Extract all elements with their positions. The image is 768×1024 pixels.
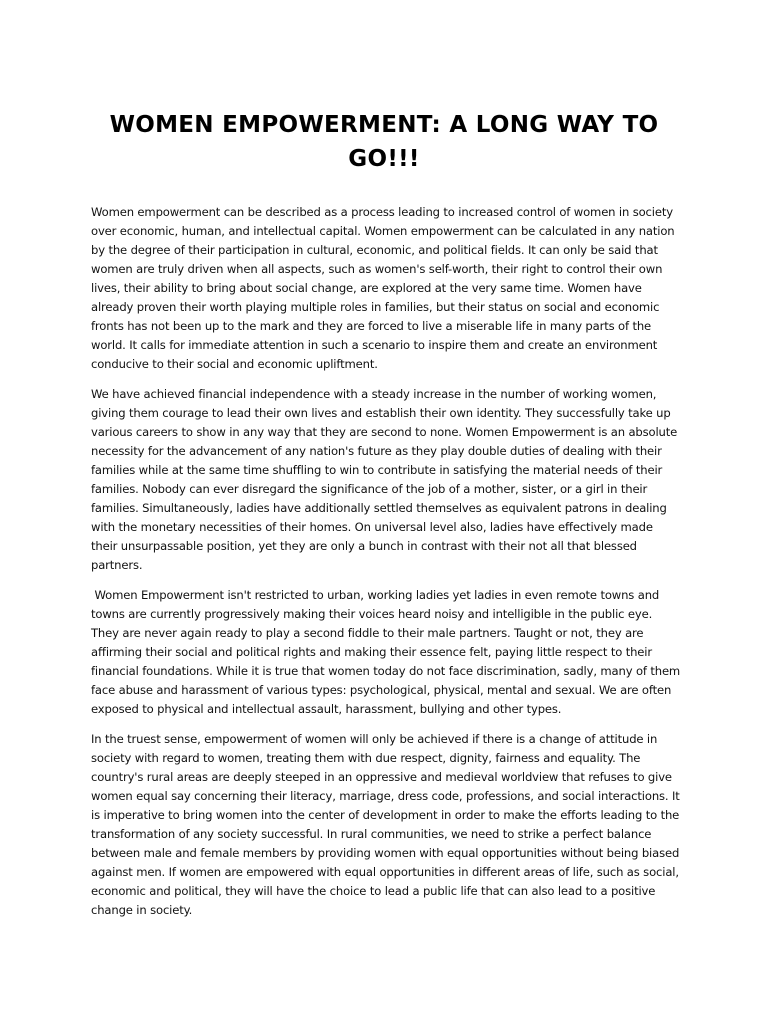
paragraph-3: Women Empowerment isn't restricted to urban, working ladies yet ladies in even remote towns and towns are currently progressively making their voices heard noisy and intelligible in the public eye. They are never again ready to play a second fiddle to their male partners. Taught or not, they are affirming their social and political rights and making their essence felt, paying little respect to their financial foundations. While it is true that women today do not face discrimination, sadly, many of them face abuse and harassment of various types: psychological, physical, mental and sexual. We are often exposed to physical and intellectual assault, harassment, bullying and other types. [91, 588, 684, 716]
paragraph-1: Women empowerment can be described as a process leading to increased control of women in society over economic, human, and intellectual capital. Women empowerment can be calculated in any nation by the degree of their participation in cultural, economic, and political fields. It can only be said that women are truly driven when all aspects, such as women's self-worth, their right to control their own lives, their ability to bring about social change, are explored at the very same time. Women have already proven their worth playing multiple roles in families, but their status on social and economic fronts has not been up to the mark and they are forced to live a miserable life in many parts of the world. It calls for immediate attention in such a scenario to inspire them and create an environment conducive to their social and economic upliftment. [91, 205, 675, 371]
paragraph-2: We have achieved financial independence with a steady increase in the number of working women, giving them courage to lead their own lives and establish their own identity. They successfully take up various careers to show in any way that they are second to none. Women Empowerment is an absolute necessity for the advancement of any nation's future as they play double duties of dealing with their families while at the same time shuffling to win to contribute in satisfying the material needs of their families. Nobody can ever disregard the significance of the job of a mother, sister, or a girl in their families. Simultaneously, ladies have additionally settled themselves as equivalent patrons in dealing with the monetary necessities of their homes. On universal level also, ladies have effectively made their unsurpassable position, yet they are only a bunch in contrast with their not all that blessed partners. [91, 387, 678, 572]
document-body [91, 203, 684, 931]
document-title: WOMEN EMPOWERMENT: A LONG WAY TO GO!!! [109, 112, 659, 172]
paragraph-4: In the truest sense, empowerment of women will only be achieved if there is a change of attitude in society with regard to women, treating them with due respect, dignity, fairness and equality. The country's rural areas are deeply steeped in an oppressive and medieval worldview that refuses to give women equal say concerning their literacy, marriage, dress code, professions, and social interactions. It is imperative to bring women into the center of development in order to make the efforts leading to the transformation of any society successful. In rural communities, we need to strike a perfect balance between male and female members by providing women with equal opportunities without being biased against men. If women are empowered with equal opportunities in different areas of life, such as social, economic and political, they will have the choice to lead a public life that can also lead to a positive change in society. [91, 732, 680, 917]
